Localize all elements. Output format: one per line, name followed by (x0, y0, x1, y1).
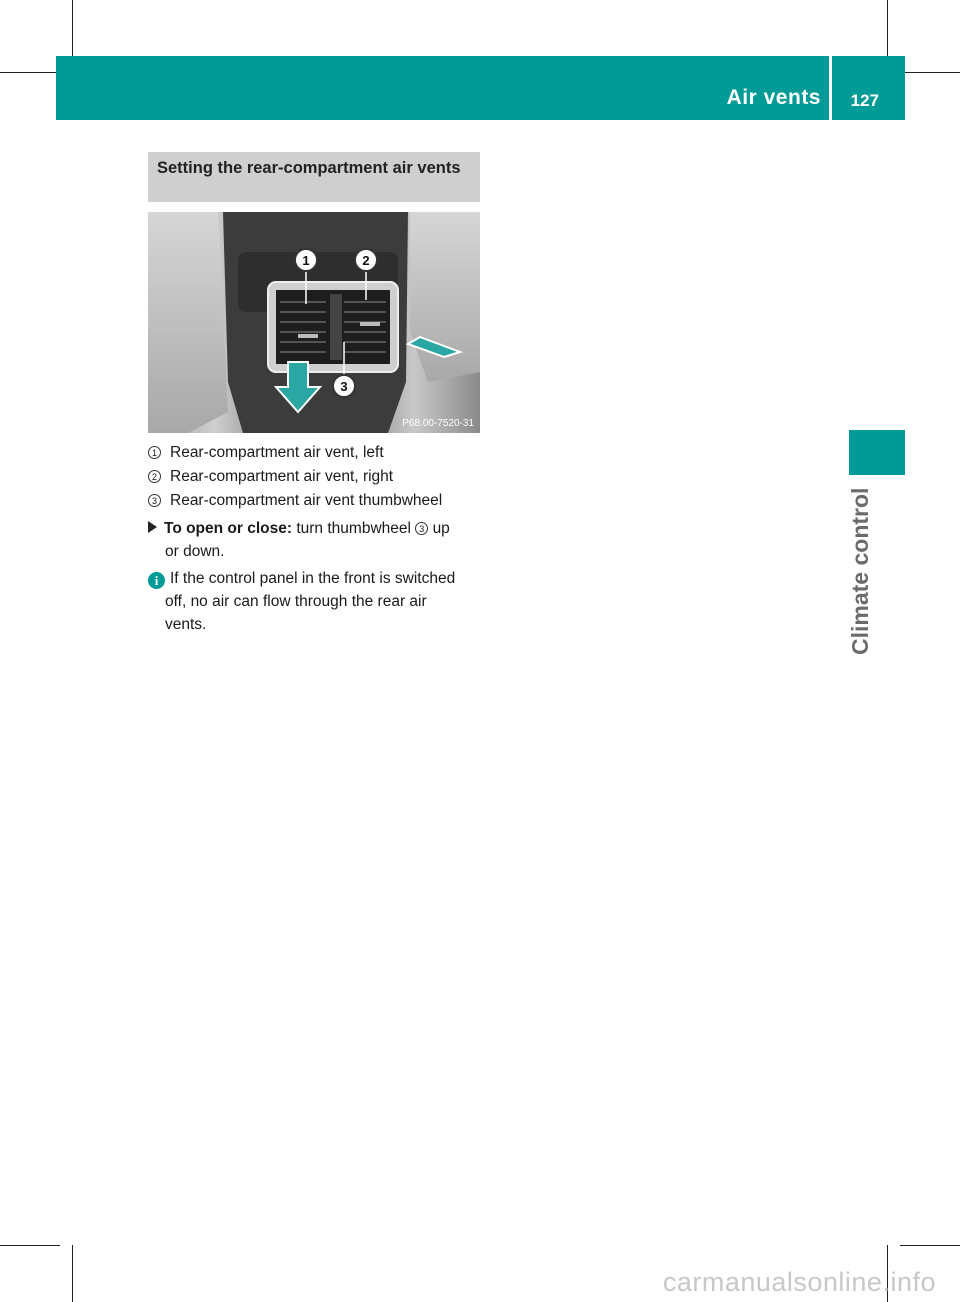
svg-text:1: 1 (302, 253, 310, 268)
action-arrow-icon (148, 521, 157, 533)
rear-vent-figure (148, 212, 480, 433)
action-text-after: up (432, 520, 450, 537)
section-title: Air vents (726, 86, 821, 109)
action-text-line2: or down. (165, 543, 225, 560)
action-label: To open or close: (164, 520, 293, 537)
rear-vent-illustration (148, 212, 480, 433)
callout-number: 1 (148, 446, 161, 459)
action-step (148, 517, 488, 540)
legend-item (148, 489, 488, 512)
info-text-line1: If the control panel in the front is switched (170, 570, 456, 587)
legend-item (148, 465, 488, 488)
legend-text: Rear-compartment air vent thumbwheel (170, 492, 443, 509)
chapter-tab-label: Climate control (847, 487, 873, 655)
info-icon: i (148, 572, 165, 589)
action-text: turn thumbwheel (296, 520, 411, 537)
callout-number: 2 (148, 470, 161, 483)
figure-reference-code: P68.00-7520-31 (402, 418, 474, 429)
svg-text:3: 3 (340, 379, 348, 394)
callout-number: 3 (415, 522, 428, 535)
watermark: carmanualsonline.info (662, 1267, 936, 1297)
legend-item (148, 441, 488, 464)
info-text-line3: vents. (165, 616, 207, 633)
info-text-line2: off, no air can flow through the rear air (165, 593, 427, 610)
page-header (56, 56, 905, 120)
section-heading: Setting the rear-compartment air vents (148, 152, 480, 202)
chapter-tab-marker (849, 430, 905, 475)
header-divider (829, 56, 832, 120)
info-note-line (148, 613, 505, 636)
legend-text: Rear-compartment air vent, right (170, 468, 394, 485)
callout-number: 3 (148, 494, 161, 507)
info-note (148, 567, 488, 590)
info-note-line (148, 590, 505, 613)
page-number: 127 (850, 91, 879, 110)
chapter-tab (845, 487, 875, 815)
legend-text: Rear-compartment air vent, left (170, 444, 384, 461)
svg-text:2: 2 (362, 253, 370, 268)
action-step-continued (148, 540, 505, 563)
